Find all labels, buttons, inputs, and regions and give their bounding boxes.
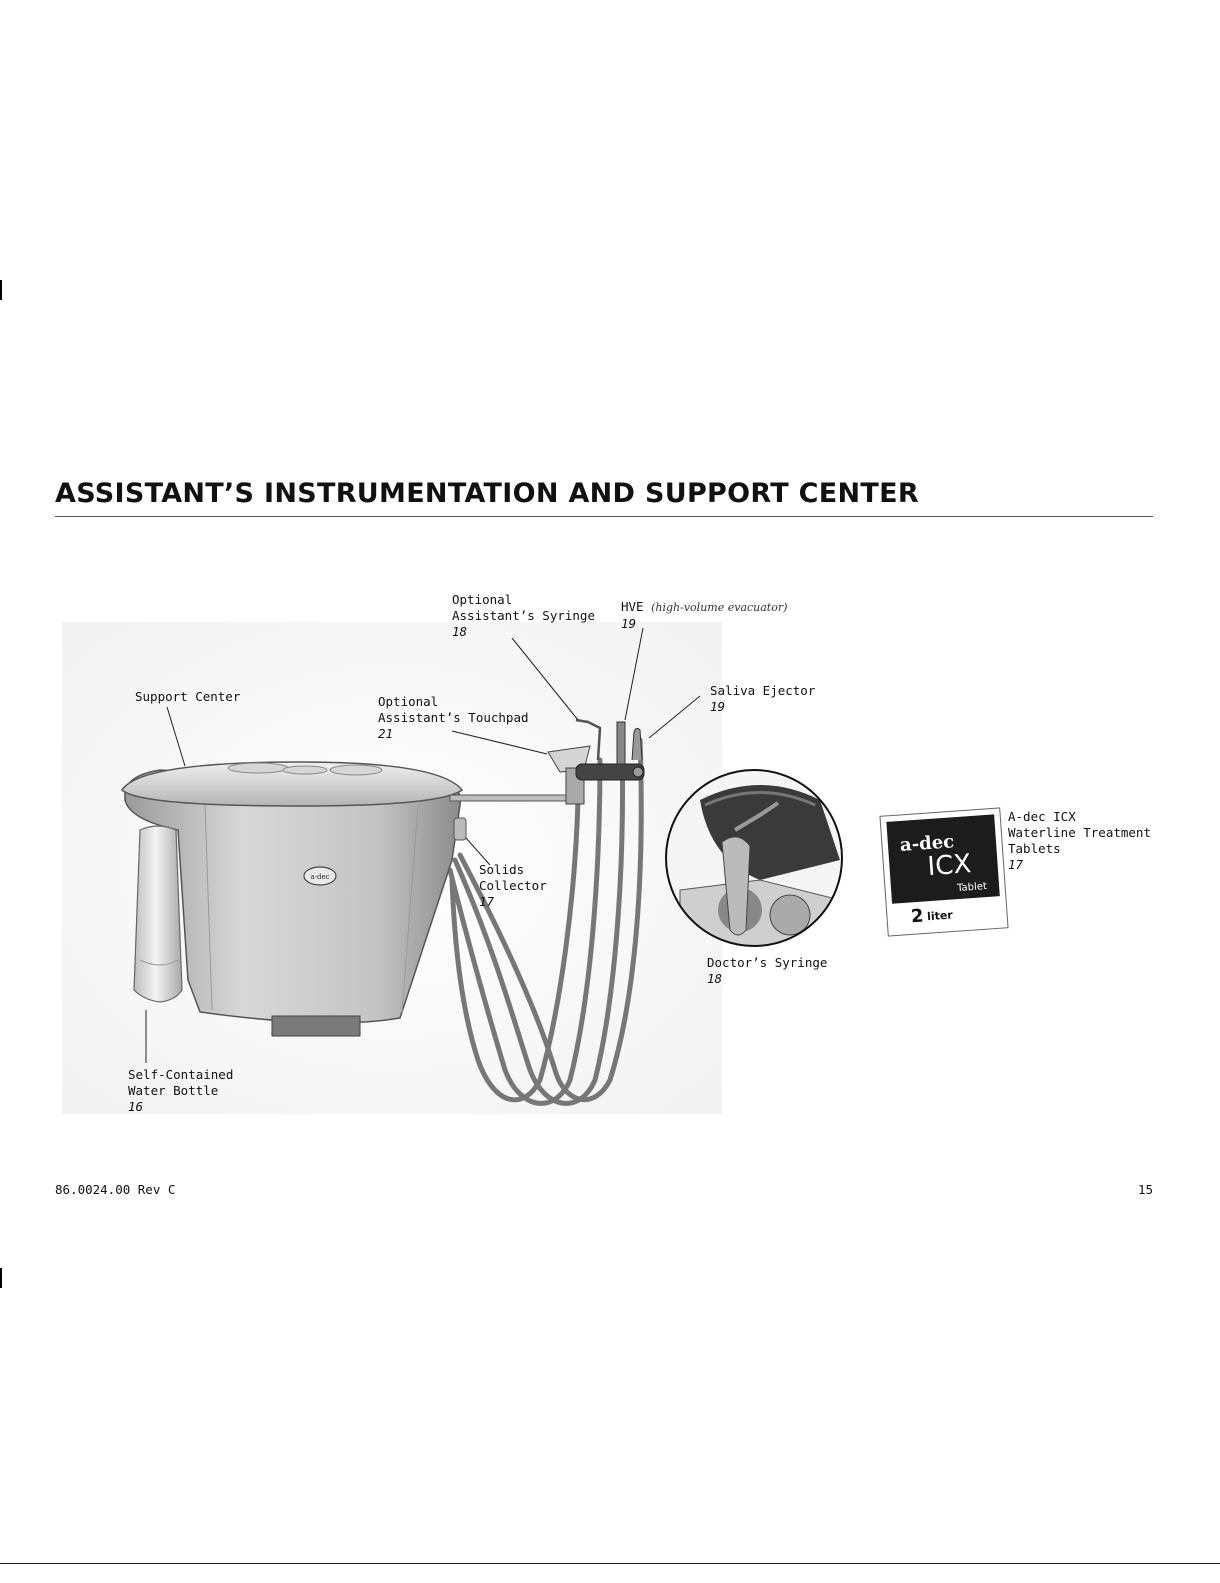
callout-saliva-ejector — [710, 683, 815, 715]
callout-icx — [1008, 809, 1151, 873]
page-number: 15 — [1138, 1182, 1154, 1197]
packet-size-number: 2 — [910, 905, 925, 928]
callout-assistant-syringe-page: 18 — [452, 624, 468, 639]
callout-solids-collector-line2: Collector — [479, 878, 547, 893]
callout-water-bottle-line1: Self-Contained — [128, 1067, 234, 1082]
callout-assistant-syringe-line1: Optional — [452, 592, 513, 607]
document-number: 86.0024.00 Rev C — [55, 1182, 176, 1197]
packet-brand: a-dec — [899, 831, 955, 856]
solids-collector — [454, 818, 466, 840]
page-title: ASSISTANT’S INSTRUMENTATION AND SUPPORT CENTER — [55, 478, 919, 509]
callout-assistant-syringe-line2: Assistant’s Syringe — [452, 608, 595, 623]
bottom-rule — [0, 1563, 1220, 1564]
callout-touchpad-line2: Assistant’s Touchpad — [378, 710, 529, 725]
callout-doctors-syringe — [707, 955, 827, 987]
callout-solids-collector-page: 17 — [479, 894, 495, 909]
instrument-arm — [450, 795, 575, 801]
icx-tablet-packet — [880, 808, 1008, 936]
packet-type: Tablet — [956, 881, 988, 895]
crop-mark-bottom — [0, 1268, 2, 1288]
callout-support-center — [135, 689, 240, 705]
callout-solids-collector — [479, 862, 547, 910]
title-rule — [55, 516, 1153, 517]
callout-assistant-syringe — [452, 592, 595, 640]
callout-hve-sub: (high-volume evacuator) — [651, 601, 788, 614]
packet-size-unit: liter — [926, 908, 954, 924]
callout-hve-page: 19 — [621, 616, 637, 631]
callout-water-bottle-line2: Water Bottle — [128, 1083, 219, 1098]
hve-tip — [617, 722, 625, 764]
callout-support-center-label: Support Center — [135, 689, 241, 704]
callout-touchpad-line1: Optional — [378, 694, 439, 709]
callout-doctors-syringe-page: 18 — [707, 971, 723, 986]
callout-touchpad — [378, 694, 529, 742]
packet-product: ICX — [926, 849, 973, 883]
callout-water-bottle-page: 16 — [128, 1099, 144, 1114]
callout-touchpad-page: 21 — [378, 726, 394, 741]
callout-water-bottle — [128, 1067, 233, 1115]
unit-logo-text: a-dec — [310, 873, 330, 881]
callout-icx-line1: A-dec ICX — [1008, 809, 1076, 824]
callout-hve-label: HVE — [621, 599, 644, 614]
callout-solids-collector-line1: Solids — [479, 862, 525, 877]
saliva-ejector-tip — [632, 728, 642, 760]
callout-hve — [621, 599, 787, 632]
callout-icx-page: 17 — [1008, 857, 1024, 872]
callout-icx-line3: Tablets — [1008, 841, 1061, 856]
callout-saliva-ejector-label: Saliva Ejector — [710, 683, 816, 698]
crop-mark-top — [0, 280, 2, 300]
callout-icx-line2: Waterline Treatment — [1008, 825, 1151, 840]
water-bottle — [134, 826, 182, 1002]
callout-saliva-ejector-page: 19 — [710, 699, 726, 714]
callout-doctors-syringe-label: Doctor’s Syringe — [707, 955, 828, 970]
